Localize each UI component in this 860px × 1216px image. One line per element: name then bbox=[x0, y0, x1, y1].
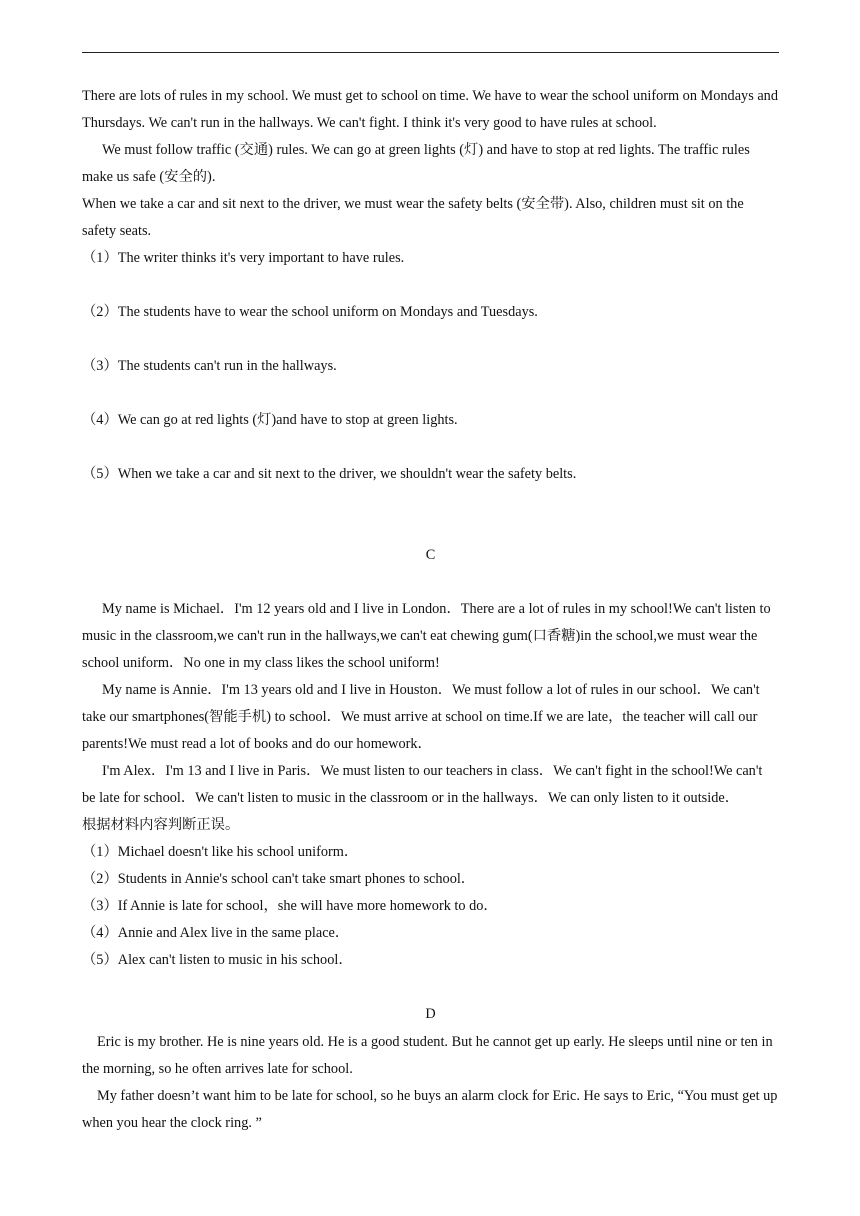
section-d-paragraph-1: Eric is my brother. He is nine years old. He is a good student. But he cannot get up early. He sleeps until nine or ten in the morning, so he often arrives late for school. bbox=[82, 1034, 773, 1077]
section-c-paragraph-annie: My name is Annie．I'm 13 years old and I live in Houston．We must follow a lot of rules in our school．We can't take our smartphones(智能手机) to school．We must arrive at school on time.If we are late，the teacher will call our parents!We must read a lot of books and do our homework． bbox=[82, 682, 760, 752]
section-b-question-2: （2）The students have to wear the school uniform on Mondays and Tuesdays. bbox=[82, 304, 538, 320]
section-d-paragraph-2: My father doesn’t want him to be late for school, so he buys an alarm clock for Eric. He says to Eric, “You must get up when you hear the clock ring. ” bbox=[82, 1088, 778, 1131]
section-c-paragraph-alex: I'm Alex．I'm 13 and I live in Paris．We must listen to our teachers in class．We can't fight in the school!We can't be late for school．We can't listen to music in the classroom or in the hallways．We can only listen to it outside． bbox=[82, 763, 763, 806]
header-rule bbox=[82, 52, 779, 53]
section-c-instruction: 根据材料内容判断正误。 bbox=[82, 817, 240, 833]
section-b-question-4: （4）We can go at red lights (灯)and have to stop at green lights. bbox=[82, 412, 458, 428]
section-d-passage bbox=[82, 1029, 779, 1137]
section-c-question-1: （1）Michael doesn't like his school uniform． bbox=[82, 844, 359, 860]
section-b-question-3: （3）The students can't run in the hallways. bbox=[82, 358, 337, 374]
section-c-question-2: （2）Students in Annie's school can't take smart phones to school． bbox=[82, 871, 476, 887]
section-b-question-1: （1）The writer thinks it's very important to have rules. bbox=[82, 250, 405, 266]
section-b-question-5: （5）When we take a car and sit next to the driver, we shouldn't wear the safety belts. bbox=[82, 466, 577, 482]
section-c-paragraph-michael: My name is Michael．I'm 12 years old and I live in London．There are a lot of rules in my school!We can't listen to music in the classroom,we can't run in the hallways,we can't eat chewing gum(口香糖)in the school,we must wear the school uniform．No one in my class likes the school uniform! bbox=[82, 601, 771, 671]
section-b-passage bbox=[82, 83, 779, 488]
section-c-question-5: （5）Alex can't listen to music in his school． bbox=[82, 952, 353, 968]
section-c-heading: C bbox=[425, 547, 436, 563]
section-c-passage bbox=[82, 596, 779, 974]
section-c-question-4: （4）Annie and Alex live in the same place． bbox=[82, 925, 350, 941]
section-b-paragraph-1: There are lots of rules in my school. We must get to school on time. We have to wear the school uniform on Mondays and Thursdays. We can't run in the hallways. We can't fight. I think it's very good to have rules at school. bbox=[82, 88, 778, 131]
section-d-heading: D bbox=[425, 1006, 436, 1022]
section-c-question-3: （3）If Annie is late for school，she will have more homework to do． bbox=[82, 898, 498, 914]
section-b-paragraph-3: When we take a car and sit next to the driver, we must wear the safety belts (安全带). Also, children must sit on the safety seats. bbox=[82, 196, 744, 239]
section-b-paragraph-2: We must follow traffic (交通) rules. We can go at green lights (灯) and have to stop at red lights. The traffic rules make us safe (安全的). bbox=[82, 142, 750, 185]
